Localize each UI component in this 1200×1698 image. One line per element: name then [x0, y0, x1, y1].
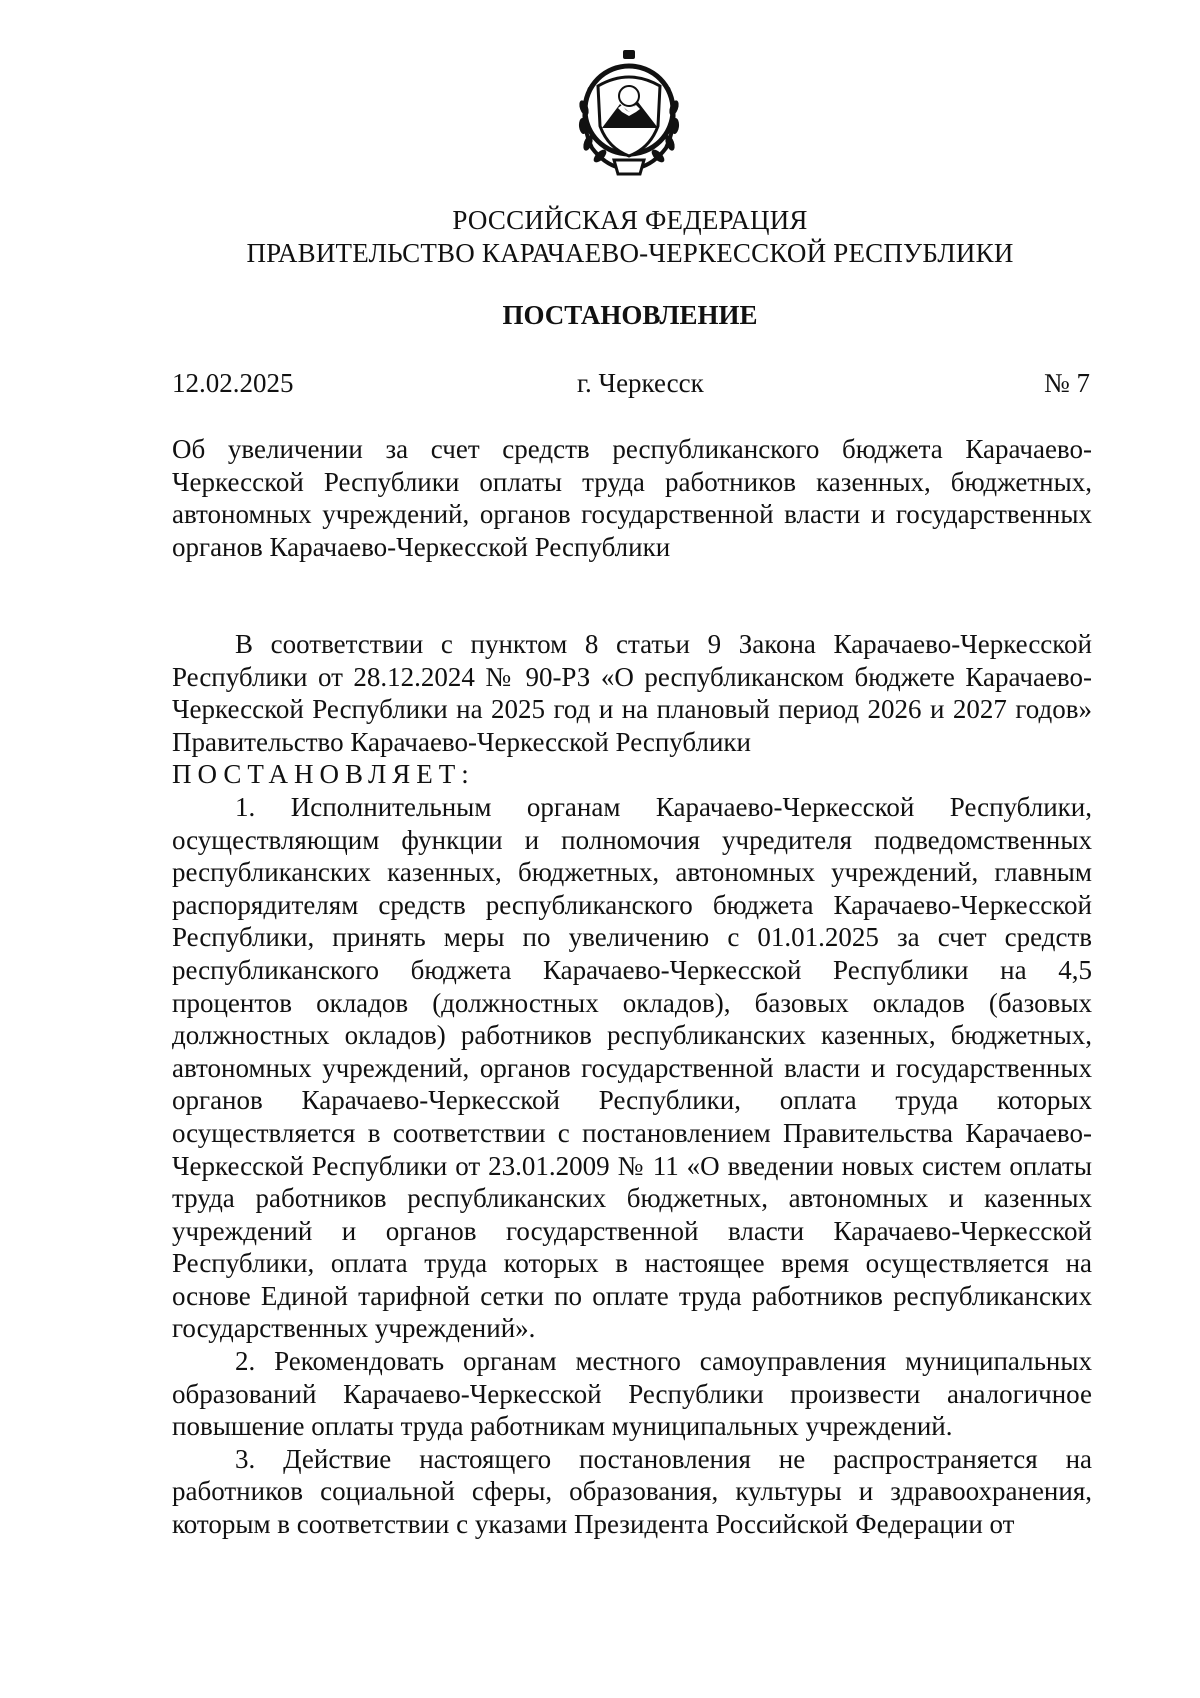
item-paragraph-2: 2. Рекомендовать органам местного самоуправления муниципальных образований Карачаево-Черкесской Республики произвести аналогичное повышение оплаты труда работникам муниципальных учреждений.: [172, 1346, 1092, 1442]
country-header: РОССИЙСКАЯ ФЕДЕРАЦИЯ: [452, 205, 808, 235]
resolves-heading: ПОСТАНОВЛЯЕТ:: [172, 759, 475, 790]
document-date: 12.02.2025: [172, 368, 294, 398]
coat-of-arms-emblem: [570, 48, 688, 178]
document-title: ПОСТАНОВЛЕНИЕ: [502, 300, 758, 330]
document-dateline: [172, 368, 1090, 402]
document-city: г. Черкесск: [577, 368, 704, 398]
document-number: № 7: [1043, 368, 1090, 398]
item-paragraph-3: 3. Действие настоящего постановления не распространяется на работников социальной сферы, образования, культуры и здравоохранения, которым в соответствии с указами Президента Российской Федерации от: [172, 1443, 1092, 1540]
government-header: ПРАВИТЕЛЬСТВО КАРАЧАЕВО-ЧЕРКЕССКОЙ РЕСПУБЛИКИ: [246, 238, 1014, 268]
document-subject: Об увеличении за счет средств республиканского бюджета Карачаево-Черкесской Республики оплаты труда работников казенных, бюджетных, автономных учреждений, органов государственной власти и государственных органов Карачаево-Черкесской Республики: [172, 434, 1092, 562]
document-body: [172, 628, 1092, 1541]
preamble-paragraph: В соответствии с пунктом 8 статьи 9 Закона Карачаево-Черкесской Республики от 28.12.2024 № 90-РЗ «О республиканском бюджете Карачаево- Черкесской Республики на 2025 год и на плановый период 2026 и 2027 годов» Правительство Карачаево-Черкесской Республики: [172, 629, 1092, 757]
item-paragraph-1: 1. Исполнительным органам Карачаево-Черкесской Республики, осуществляющим функции и полномочия учредителя подведомственных республиканских казенных, бюджетных, автономных учреждений, главным распорядителям средств республиканского бюджета Карачаево-Черкесской Республики, принять меры по увеличению с 01.01.2025 за счет средств республиканского бюджета Карачаево-Черкесской Республики на 4,5 процентов окладов (должностных окладов), базовых окладов (базовых должностных окладов) работников республиканских казенных, бюджетных, автономных учреждений, органов государственной власти и государственных органов Карачаево-Черкесской Республики, оплата труда которых осуществляется в соответствии с постановлением Правительства Карачаево-Черкесской Республики от 23.01.2009 № 11 «О введении новых систем оплаты труда работников республиканских бюджетных, автономных и казенных учреждений и органов государственной власти Карачаево-Черкесской Республики, оплата труда которых в настоящее время осуществляется на основе Единой тарифной сетки по оплате труда работников республиканских государственных учреждений».: [172, 791, 1092, 1344]
